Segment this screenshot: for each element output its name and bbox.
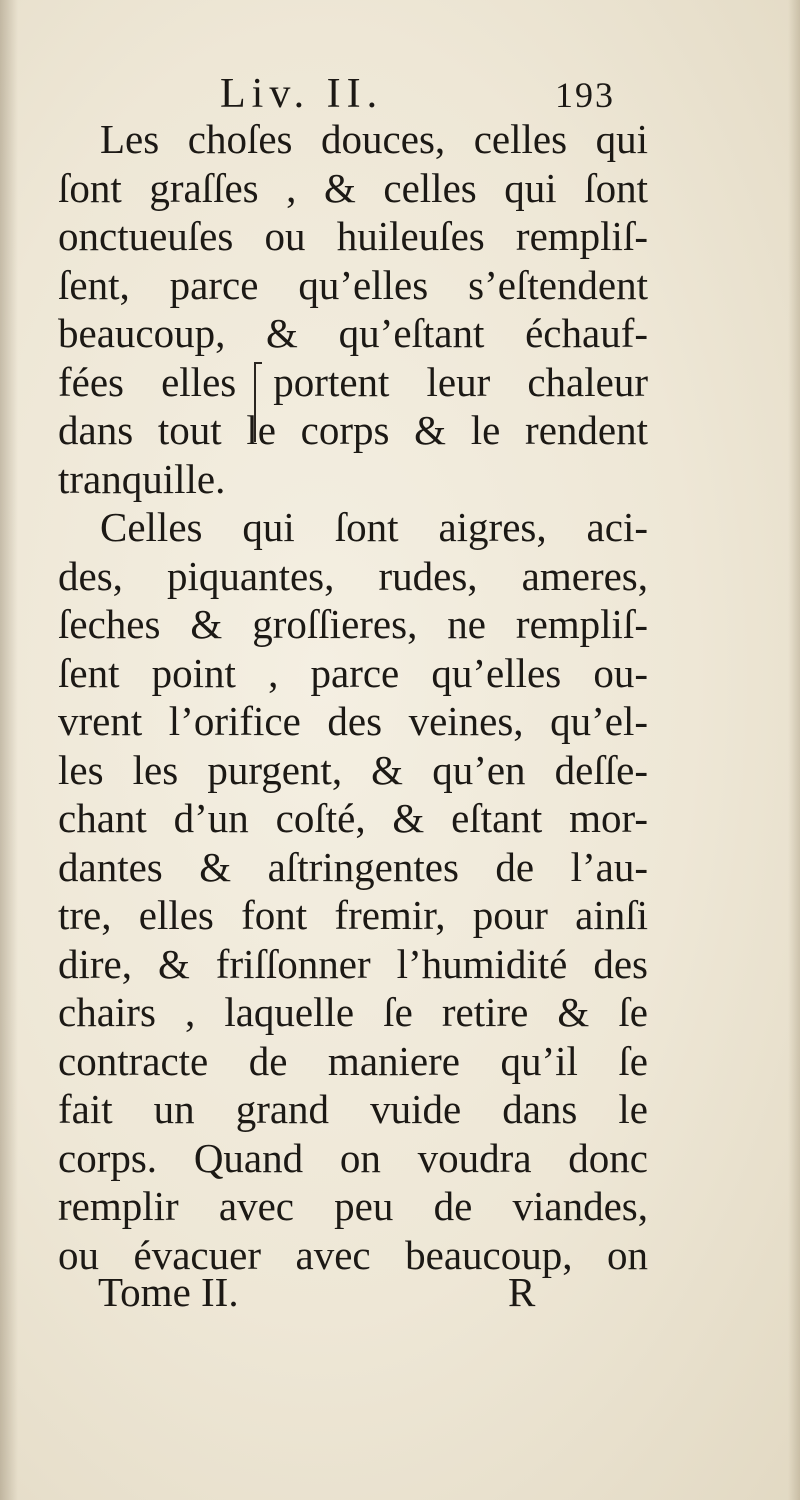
page-footer: [60, 1268, 660, 1318]
volume-label: Tome II.: [98, 1269, 239, 1315]
gutter-shadow: [0, 0, 18, 1500]
margin-bracket-mark: [254, 362, 262, 442]
text-line: ſent, parce qu’elles s’eſtendent: [58, 261, 648, 308]
text-line: tranquille.: [58, 455, 226, 502]
text-line: fait un grand vuide dans le: [58, 1086, 648, 1132]
text-line: Celles qui ſont aigres, aci-: [100, 504, 648, 550]
paragraph-1: [58, 115, 648, 503]
text-line: ſont graſſes , & celles qui ſont: [58, 164, 648, 211]
text-line: ſeches & groſſieres, ne rempliſ-: [58, 601, 648, 647]
running-head: Liv. II.: [220, 71, 384, 117]
signature-mark: R: [508, 1269, 536, 1315]
text-line: dantes & aſtringentes de l’au-: [58, 843, 648, 890]
text-line: chant d’un coſté, & eſtant mor-: [58, 795, 648, 841]
text-line: tre, elles font fremir, pour ainſi: [58, 892, 648, 938]
body-text: [58, 115, 648, 1279]
text-line: fées elles portent leur chaleur: [58, 358, 648, 405]
text-line: contracte de maniere qu’il ſe: [58, 1037, 648, 1084]
text-line: les les purgent, & qu’en deſſe-: [58, 746, 648, 793]
text-line: ſent point , parce qu’elles ou-: [58, 649, 648, 696]
text-line: ou évacuer avec beaucoup, on: [58, 1231, 648, 1278]
text-line: vrent l’orifice des veines, qu’el-: [58, 698, 648, 744]
text-line: onctueuſes ou huileuſes rempliſ-: [58, 213, 648, 259]
page-header: [60, 70, 660, 120]
text-line: corps. Quand on voudra donc: [58, 1134, 648, 1181]
paragraph-2: [58, 503, 648, 1279]
text-line: dans tout le corps & le rendent: [58, 407, 648, 453]
text-line: beaucoup, & qu’eſtant échauf-: [58, 310, 648, 356]
text-line: des, piquantes, rudes, ameres,: [58, 552, 648, 599]
text-line: chairs , laquelle ſe retire & ſe: [58, 989, 648, 1035]
text-line: dire, & friſſonner l’humidité des: [58, 940, 648, 987]
text-line: remplir avec peu de viandes,: [58, 1183, 648, 1229]
text-line: Les choſes douces, celles qui: [100, 116, 648, 162]
page-edge-shadow: [788, 0, 800, 1500]
page-number: 193: [555, 75, 615, 115]
